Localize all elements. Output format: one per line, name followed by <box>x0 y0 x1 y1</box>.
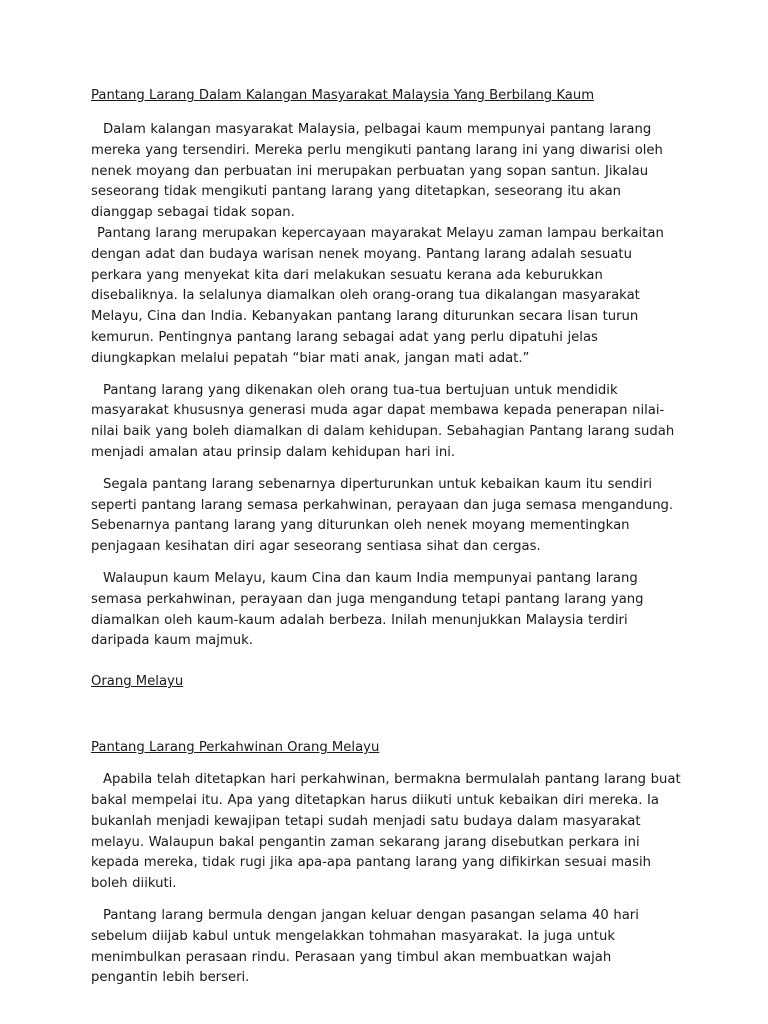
subsection-paragraph-2: Pantang larang bermula dengan jangan keluar dengan pasangan selama 40 hari sebelum diijab kabul untuk mengelakkan tohmahan masyarakat. Ia juga untuk menimbulkan perasaan rindu. Perasaan yang timbul akan membuatkan wajah pengantin lebih berseri. <box>91 907 639 986</box>
document-title: Pantang Larang Dalam Kalangan Masyarakat Malaysia Yang Berbilang Kaum <box>91 88 595 103</box>
paragraph-3: Pantang larang yang dikenakan oleh orang tua-tua bertujuan untuk mendidik masyarakat khususnya generasi muda agar dapat membawa kepada penerapan nilai-nilai baik yang boleh diamalkan di dalam kehidupan. Sebahagian Pantang larang sudah menjadi amalan atau prinsip dalam kehidupan hari ini. <box>91 382 675 460</box>
paragraph-1: Dalam kalangan masyarakat Malaysia, pelbagai kaum mempunyai pantang larang mereka yang tersendiri. Mereka perlu mengikuti pantang larang ini yang diwarisi oleh nenek moyang dan perbuatan ini merupakan perbuatan yang sopan santun. Jikalau seseorang tidak mengikuti pantang larang yang ditetapkan, seseorang itu akan dianggap sebagai tidak sopan. <box>91 122 663 221</box>
subsection-paragraph-1: Apabila telah ditetapkan hari perkahwinan, bermakna bermulalah pantang larang buat bakal mempelai itu. Apa yang ditetapkan harus diikuti untuk kebaikan diri mereka. Ia bukanlah menjadi kewajipan tetapi sudah menjadi satu budaya dalam masyarakat melayu. Walaupun bakal pengantin zaman sekarang jarang disebutkan perkara ini kepada mereka, tidak rugi jika apa-apa pantang larang yang difikirkan sesuai masih boleh diikuti. <box>91 772 681 892</box>
subsection-heading: Pantang Larang Perkahwinan Orang Melayu <box>91 740 380 756</box>
document-page <box>91 86 681 989</box>
section-heading: Orang Melayu <box>91 674 184 690</box>
paragraph-4: Segala pantang larang sebenarnya diperturunkan untuk kebaikan kaum itu sendiri seperti pantang larang semasa perkahwinan, perayaan dan juga semasa mengandung. Sebenarnya pantang larang yang diturunkan oleh nenek moyang mementingkan penjagaan kesihatan diri agar seseorang sentiasa sihat dan cergas. <box>91 476 674 555</box>
paragraph-5: Walaupun kaum Melayu, kaum Cina dan kaum India mempunyai pantang larang semasa perkahwinan, perayaan dan juga mengandung tetapi pantang larang yang diamalkan oleh kaum-kaum adalah berbeza. Inilah menunjukkan Malaysia terdiri daripada kaum majmuk. <box>91 570 644 649</box>
paragraph-2: Pantang larang merupakan kepercayaan mayarakat Melayu zaman lampau berkaitan dengan adat dan budaya warisan nenek moyang. Pantang larang adalah sesuatu perkara yang menyekat kita dari melakukan sesuatu kerana ada keburukkan disebaliknya. Ia selalunya diamalkan oleh orang-orang tua dikalangan masyarakat Melayu, Cina dan India. Kebanyakan pantang larang diturunkan secara lisan turun kemurun. Pentingnya pantang larang sebagai adat yang perlu dipatuhi jelas diungkapkan melalui pepatah “biar mati anak, jangan mati adat.” <box>91 225 664 366</box>
